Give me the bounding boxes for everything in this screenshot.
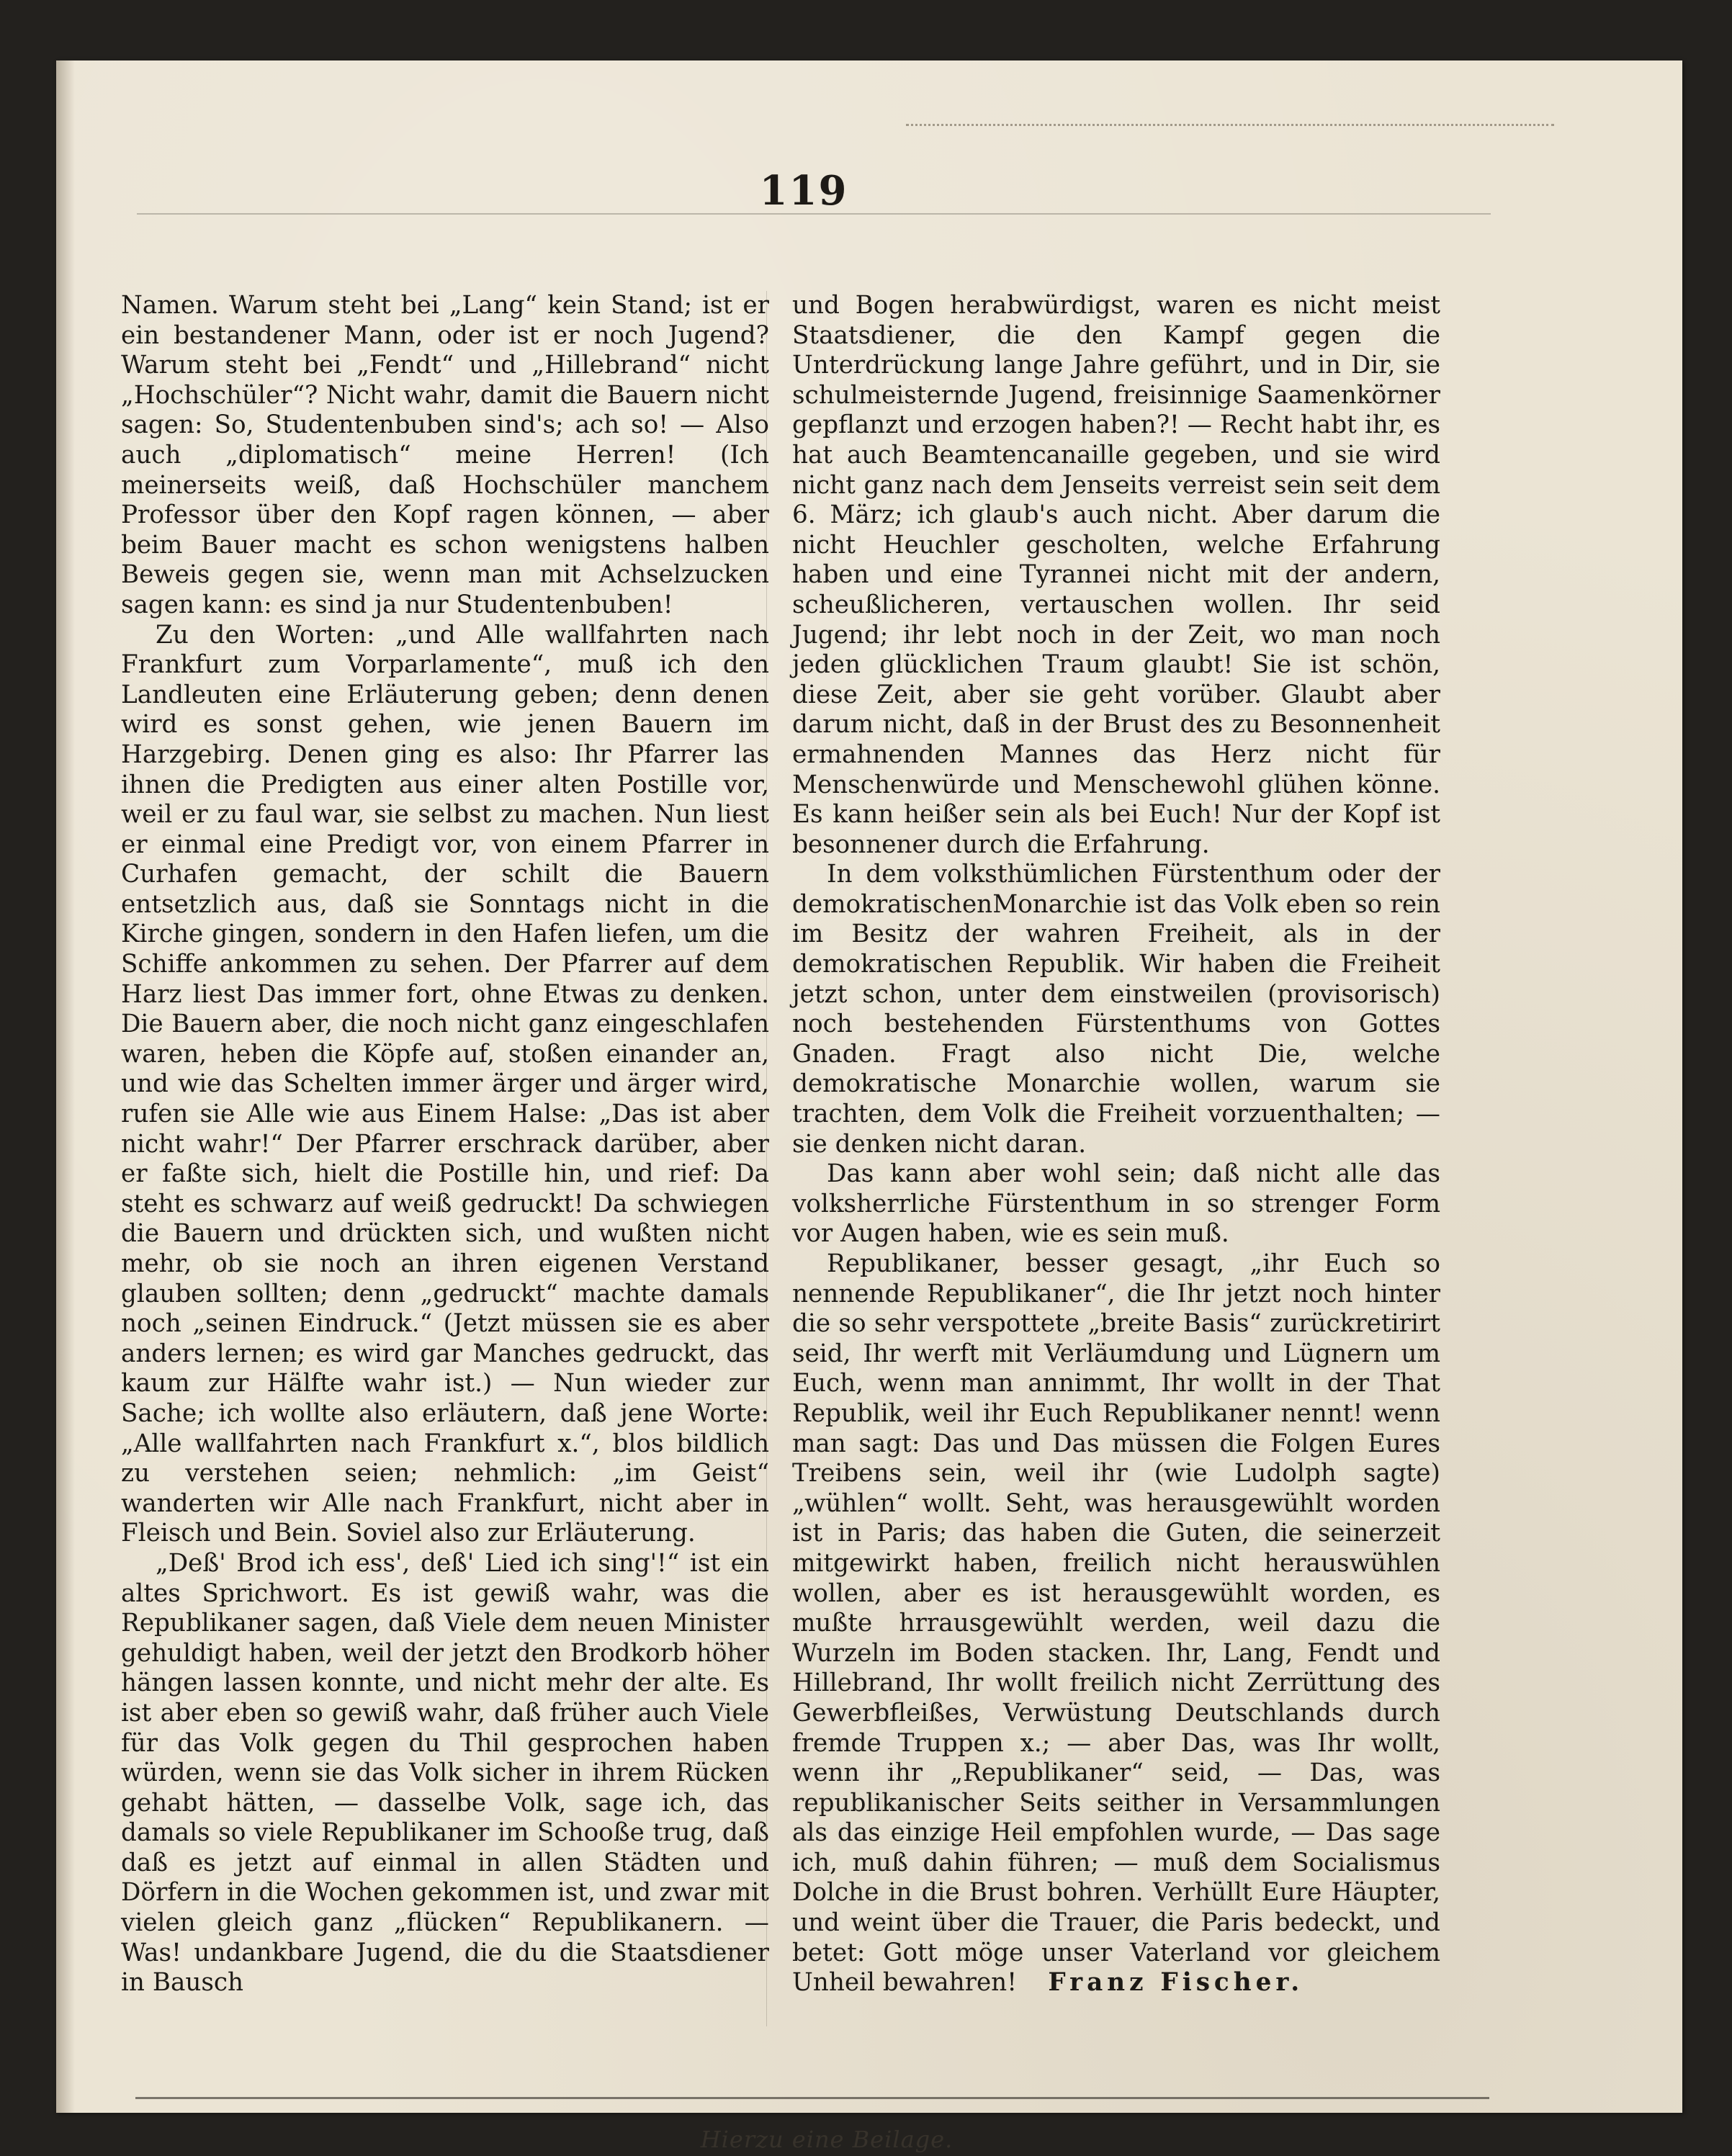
- header-rule: [137, 213, 1491, 215]
- column-divider: [766, 291, 767, 2026]
- right-paragraph-2: In dem volksthümlichen Fürstenthum oder der demokratischenMonarchie ist das Volk eben so rein im Besitz der wahren Freiheit, als in der demokratischen Republik. Wir haben die Freiheit jetzt schon, unter dem einstweilen (provisorisch) noch bestehenden Fürstenthums von Gottes Gnaden. Fragt also nicht Die, welche demokratische Monarchie wollen, warum sie trachten, dem Volk die Freiheit vorzuenthalten; — sie denken nicht daran.: [792, 860, 1440, 1159]
- newspaper-page: [56, 60, 1682, 2153]
- right-column: [792, 291, 1440, 1998]
- page-number: 119: [759, 167, 848, 215]
- left-column: [121, 291, 769, 1998]
- right-paragraph-4: [792, 1249, 1440, 1998]
- left-paragraph-1: Namen. Warum steht bei „Lang“ kein Stand; ist er ein bestandener Mann, oder ist er noch Jugend? Warum steht bei „Fendt“ und „Hillebrand“ nicht „Hochschüler“? Nicht wahr, damit die Bauern nicht sagen: So, Studentenbuben sind's; ach so! — Also auch „diplomatisch“ meine Herren! (Ich meinerseits weiß, daß Hochschüler manchem Professor über den Kopf ragen können, — aber beim Bauer macht es schon wenigstens halben Beweis gegen sie, wenn man mit Achselzucken sagen kann: es sind ja nur Studentenbuben!: [121, 291, 769, 619]
- left-paragraph-2: Zu den Worten: „und Alle wallfahrten nach Frankfurt zum Vorparlamente“, muß ich den Landleuten eine Erläuterung geben; denn denen wird es sonst gehen, wie jenen Bauern im Harzgebirg. Denen ging es also: Ihr Pfarrer las ihnen die Predigten aus einer alten Postille vor, weil er zu faul war, sie selbst zu machen. Nun liest er einmal eine Predigt vor, von einem Pfarrer in Curhafen gemacht, der schilt die Bauern entsetzlich aus, daß sie Sonntags nicht in die Kirche gingen, sondern in den Hafen liefen, um die Schiffe ankommen zu sehen. Der Pfarrer auf dem Harz liest Das immer fort, ohne Etwas zu denken. Die Bauern aber, die noch nicht ganz eingeschlafen waren, heben die Köpfe auf, stoßen einander an, und wie das Schelten immer ärger und ärger wird, rufen sie Alle wie aus Einem Halse: „Das ist aber nicht wahr!“ Der Pfarrer erschrack darüber, aber er faßte sich, hielt die Postille hin, und rief: Da steht es schwarz auf weiß gedruckt! Da schwiegen die Bauern und drückten sich, und wußten nicht mehr, ob sie noch an ihren eigenen Verstand glauben sollten; denn „gedruckt“ machte damals noch „seinen Eindruck.“ (Jetzt müssen sie es aber anders lernen; es wird gar Manches gedruckt, das kaum zur Hälfte wahr ist.) — Nun wieder zur Sache; ich wollte also erläutern, daß jene Worte: „Alle wallfahrten nach Frankfurt x.“, blos bildlich zu verstehen seien; nehmlich: „im Geist“ wanderten wir Alle nach Frankfurt, nicht aber in Fleisch und Bein. Soviel also zur Erläuterung.: [121, 620, 769, 1548]
- right-paragraph-4-text: Republikaner, besser gesagt, „ihr Euch so nennende Republikaner“, die Ihr jetzt noch hinter die so sehr verspottete „breite Basis“ zurückretirirt seid, Ihr werft mit Verläumdung und Lügnern um Euch, wenn man annimmt, Ihr wollt in der That Republik, weil ihr Euch Republikaner nennt! wenn man sagt: Das und Das müssen die Folgen Eures Treibens sein, weil ihr (wie Ludolph sagte) „wühlen“ wollt. Seht, was herausgewühlt worden ist in Paris; das haben die Guten, die seinerzeit mitgewirkt haben, freilich nicht herauswühlen wollen, aber es ist herausgewühlt worden, es mußte hrrausgewühlt werden, weil dazu die Wurzeln im Boden stacken. Ihr, Lang, Fendt und Hillebrand, Ihr wollt freilich nicht Zerrüttung des Gewerbfleißes, Verwüstung Deutschlands durch fremde Truppen x.; — aber Das, was Ihr wollt, wenn ihr „Republikaner“ seid, — Das, was republikanischer Seits seither in Versammlungen als das einzige Heil empfohlen wurde, — Das sage ich, muß dahin führen; — muß dem Socialismus Dolche in die Brust bohren. Verhüllt Eure Häupter, und weint über die Trauer, die Paris bedeckt, und betet: Gott möge unser Vaterland vor gleichem Unheil bewahren!: [792, 1249, 1440, 1998]
- header-dotted-line: [906, 124, 1554, 126]
- right-paragraph-1: und Bogen herabwürdigst, waren es nicht meist Staatsdiener, die den Kampf gegen die Unterdrückung lange Jahre geführt, und in Dir, sie schulmeisternde Jugend, freisinnige Saamenkörner gepflanzt und erzogen haben?! — Recht habt ihr, es hat auch Beamtencanaille gegeben, und sie wird nicht ganz nach dem Jenseits verreist sein seit dem 6. März; ich glaub's auch nicht. Aber darum die nicht Heuchler gescholten, welche Erfahrung haben und eine Tyrannei nicht mit der andern, scheußlicheren, vertauschen wollen. Ihr seid Jugend; ihr lebt noch in der Zeit, wo man noch jeden glücklichen Traum glaubt! Sie ist schön, diese Zeit, aber sie geht vorüber. Glaubt aber darum nicht, daß in der Brust des zu Besonnenheit ermahnenden Mannes das Herz nicht für Menschenwürde und Menschewohl glühen könne. Es kann heißer sein als bei Euch! Nur der Kopf ist besonnener durch die Erfahrung.: [792, 291, 1440, 859]
- right-paragraph-3: Das kann aber wohl sein; daß nicht alle das volksherrliche Fürstenthum in so strenger Form vor Augen haben, wie es sein muß.: [792, 1159, 1440, 1249]
- page-gutter-shadow: [56, 60, 75, 2113]
- footer-note: Hierzu eine Beilage.: [700, 2126, 954, 2153]
- bottom-rule: [135, 2097, 1489, 2099]
- left-paragraph-3: „Deß' Brod ich ess', deß' Lied ich sing'!“ ist ein altes Sprichwort. Es ist gewiß wahr, was die Republikaner sagen, daß Viele dem neuen Minister gehuldigt haben, weil der jetzt den Brodkorb höher hängen lassen konnte, und nicht mehr der alte. Es ist aber eben so gewiß wahr, daß früher auch Viele für das Volk gegen du Thil gesprochen haben würden, wenn sie das Volk sicher in ihrem Rücken gehabt hätten, — dasselbe Volk, sage ich, das damals so viele Republikaner im Schooße trug, daß daß es jetzt auf einmal in allen Städten und Dörfern in die Wochen gekommen ist, und zwar mit vielen gleich ganz „flücken“ Republikanern. — Was! undankbare Jugend, die du die Staatsdiener in Bausch: [121, 1548, 769, 1998]
- author-signature: Franz Fischer.: [1048, 1968, 1304, 1998]
